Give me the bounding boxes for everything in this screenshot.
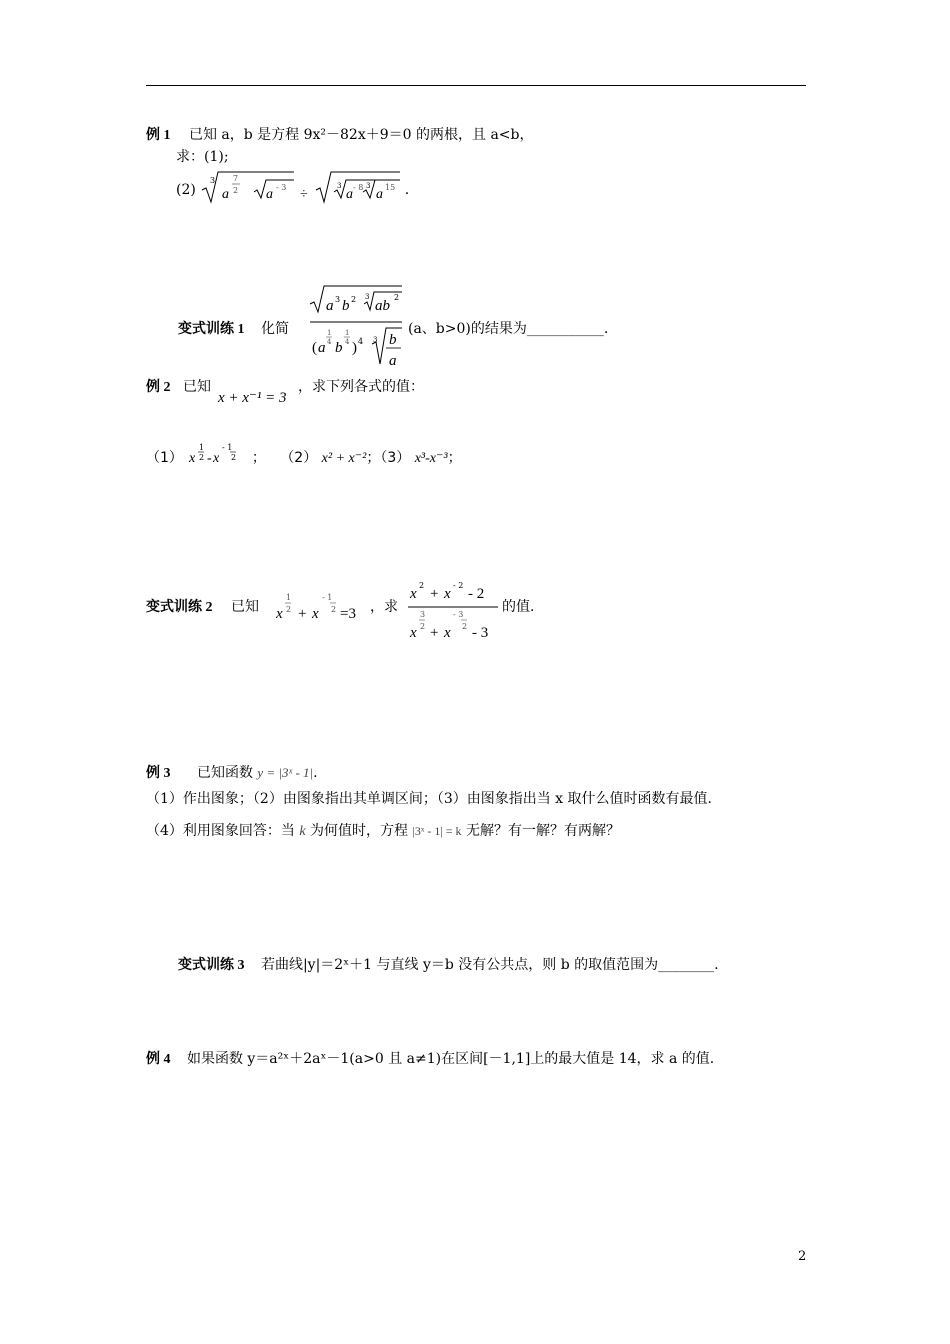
variant-1-verb: 化简 [260,321,289,337]
example-3-line3-post: 无解？有一解？有两解？ [466,823,620,839]
svg-text:ab: ab [375,298,390,314]
example-3-function: y = |3ˣ - 1| [257,765,314,780]
example-3-line2: （1）作出图象；（2）由图象指出其单调区间；（3）由图象指出当 x 取什么值时函数有最值. [146,791,712,807]
svg-text:3: 3 [335,295,341,304]
example-3-equation: |3ˣ - 1| = k [412,824,462,838]
svg-text:x: x [213,451,220,466]
example-2-condition: x + x⁻¹ = 3 [218,390,287,406]
example-1-line2: 求：(1); [176,149,229,165]
svg-text:1: 1 [327,329,332,337]
svg-text:- 2: - 2 [468,586,485,602]
svg-text:3: 3 [366,182,371,190]
svg-text:2: 2 [233,186,239,195]
example-2-part2-label: （2） [280,450,318,466]
svg-text:2: 2 [394,293,400,302]
variant-3 [178,954,719,974]
example-1-radical-formula [200,168,400,208]
svg-text:x: x [189,451,196,466]
example-1-part2-suffix: . [404,182,410,198]
svg-text:x: x [444,625,451,641]
example-3-text: 已知函数 [196,765,253,781]
svg-text:a: a [222,187,230,202]
header-rule [146,85,806,86]
variant-2-mid: ，求 [370,599,398,615]
variant-1-condition: (a、b>0)的结果为 [408,321,527,337]
svg-text:4: 4 [327,338,332,346]
svg-text:2: 2 [419,581,425,590]
svg-text:- 1: - 1 [222,443,233,452]
svg-text:1: 1 [199,443,205,452]
svg-text:7: 7 [233,174,239,183]
svg-text:3: 3 [373,336,378,344]
example-3-label: 例 3 [146,766,171,781]
variant-1-formula [306,282,406,372]
svg-text:a: a [376,187,384,202]
svg-text:): ) [352,340,357,356]
example-2-part1-formula [187,440,247,470]
example-3-line3-mid: 为何值时，方程 [310,823,409,839]
variant-2-condition-formula [274,590,370,626]
example-2-label: 例 2 [146,380,171,395]
svg-text:x: x [410,586,417,602]
svg-text:2: 2 [331,605,337,614]
variant-3-text: 若曲线|y|＝2ˣ＋1 与直线 y＝b 没有公共点，则 b 的取值范围为________. [260,957,719,973]
variant-3-label: 变式训练 3 [178,958,245,973]
svg-text:2: 2 [286,605,292,614]
svg-text:+: + [430,586,439,602]
example-1-part2-prefix: (2) [176,182,196,198]
example-2-part3-formula: x³-x⁻³ [414,451,448,466]
page-number: 2 [798,1249,807,1264]
variant-2-tail: 的值. [502,599,535,615]
svg-text:2: 2 [351,295,357,304]
svg-text:b: b [342,298,350,314]
svg-text:2: 2 [199,453,205,462]
variant-1-blank: ___________. [526,321,609,337]
svg-text:1: 1 [286,593,292,602]
svg-text:=3: =3 [340,606,356,622]
example-2-task: ，求下列各式的值： [298,379,424,395]
variant-1-label: 变式训练 1 [178,322,245,337]
svg-text:4: 4 [358,337,364,346]
svg-text:+: + [430,625,439,641]
svg-text:x: x [312,606,319,622]
variant-1-tail [408,318,608,338]
example-4 [146,1048,714,1068]
svg-text:2: 2 [420,622,426,631]
example-2-part2-formula: x² + x⁻² [321,451,367,466]
example-3-line3 [146,820,620,840]
svg-text:-: - [207,451,213,466]
example-1-part2 [176,168,409,208]
variant-2-verb: 已知 [230,599,259,615]
example-2-part1-label: （1） [146,450,183,466]
svg-text:2: 2 [231,453,237,462]
example-1-text: 已知 a，b 是方程 9x²－82x＋9＝0 的两根，且 a<b， [188,127,534,143]
svg-text:3: 3 [337,182,342,190]
example-2-sep-1: ； [251,450,266,466]
svg-text:a: a [389,353,397,369]
svg-text:- 2: - 2 [453,581,464,590]
svg-text:- 3: - 3 [472,625,489,641]
svg-text:- 3: - 3 [276,183,287,192]
svg-text:b: b [389,332,397,348]
svg-text:x: x [444,586,451,602]
example-3-k: k [299,824,306,839]
example-2 [146,376,211,396]
example-3: 例 3 已知函数 y = |3ˣ - 1|. [146,765,318,781]
example-2-sep-3: ； [447,450,462,466]
example-1 [146,124,534,144]
svg-text:a: a [346,187,354,202]
svg-text:- 8: - 8 [353,183,364,192]
svg-text:x: x [276,606,283,622]
svg-text:÷: ÷ [300,187,308,202]
example-1-label: 例 1 [146,128,171,143]
example-3-line3-pre: （4）利用图象回答：当 [146,823,295,839]
example-2-part3-label: （3） [380,450,411,466]
svg-text:+: + [298,606,307,622]
variant-2 [146,596,259,616]
variant-1 [178,318,289,338]
example-2-sep-2: ； [366,450,381,466]
svg-text:1: 1 [345,329,350,337]
svg-text:- 3: - 3 [453,610,464,619]
svg-text:3: 3 [420,610,426,619]
svg-text:15: 15 [385,183,396,192]
svg-text:b: b [335,340,343,356]
svg-text:x: x [410,625,417,641]
example-2-verb: 已知 [182,379,211,395]
svg-text:a: a [318,340,326,356]
svg-text:a: a [266,187,274,202]
example-4-text: 如果函数 y＝a²ˣ＋2aˣ－1(a>0 且 a≠1)在区间[－1,1]上的最大值是 14，求 a 的值. [186,1051,715,1067]
variant-2-fraction [404,578,500,642]
svg-text:2: 2 [462,622,468,631]
svg-text:4: 4 [345,338,350,346]
svg-text:a: a [326,298,334,314]
svg-text:(: ( [312,340,317,356]
svg-text:3: 3 [210,176,216,185]
example-4-label: 例 4 [146,1052,171,1067]
svg-text:3: 3 [365,293,370,301]
example-2-parts [146,440,462,470]
svg-text:- 1: - 1 [322,593,333,602]
variant-2-label: 变式训练 2 [146,600,213,615]
